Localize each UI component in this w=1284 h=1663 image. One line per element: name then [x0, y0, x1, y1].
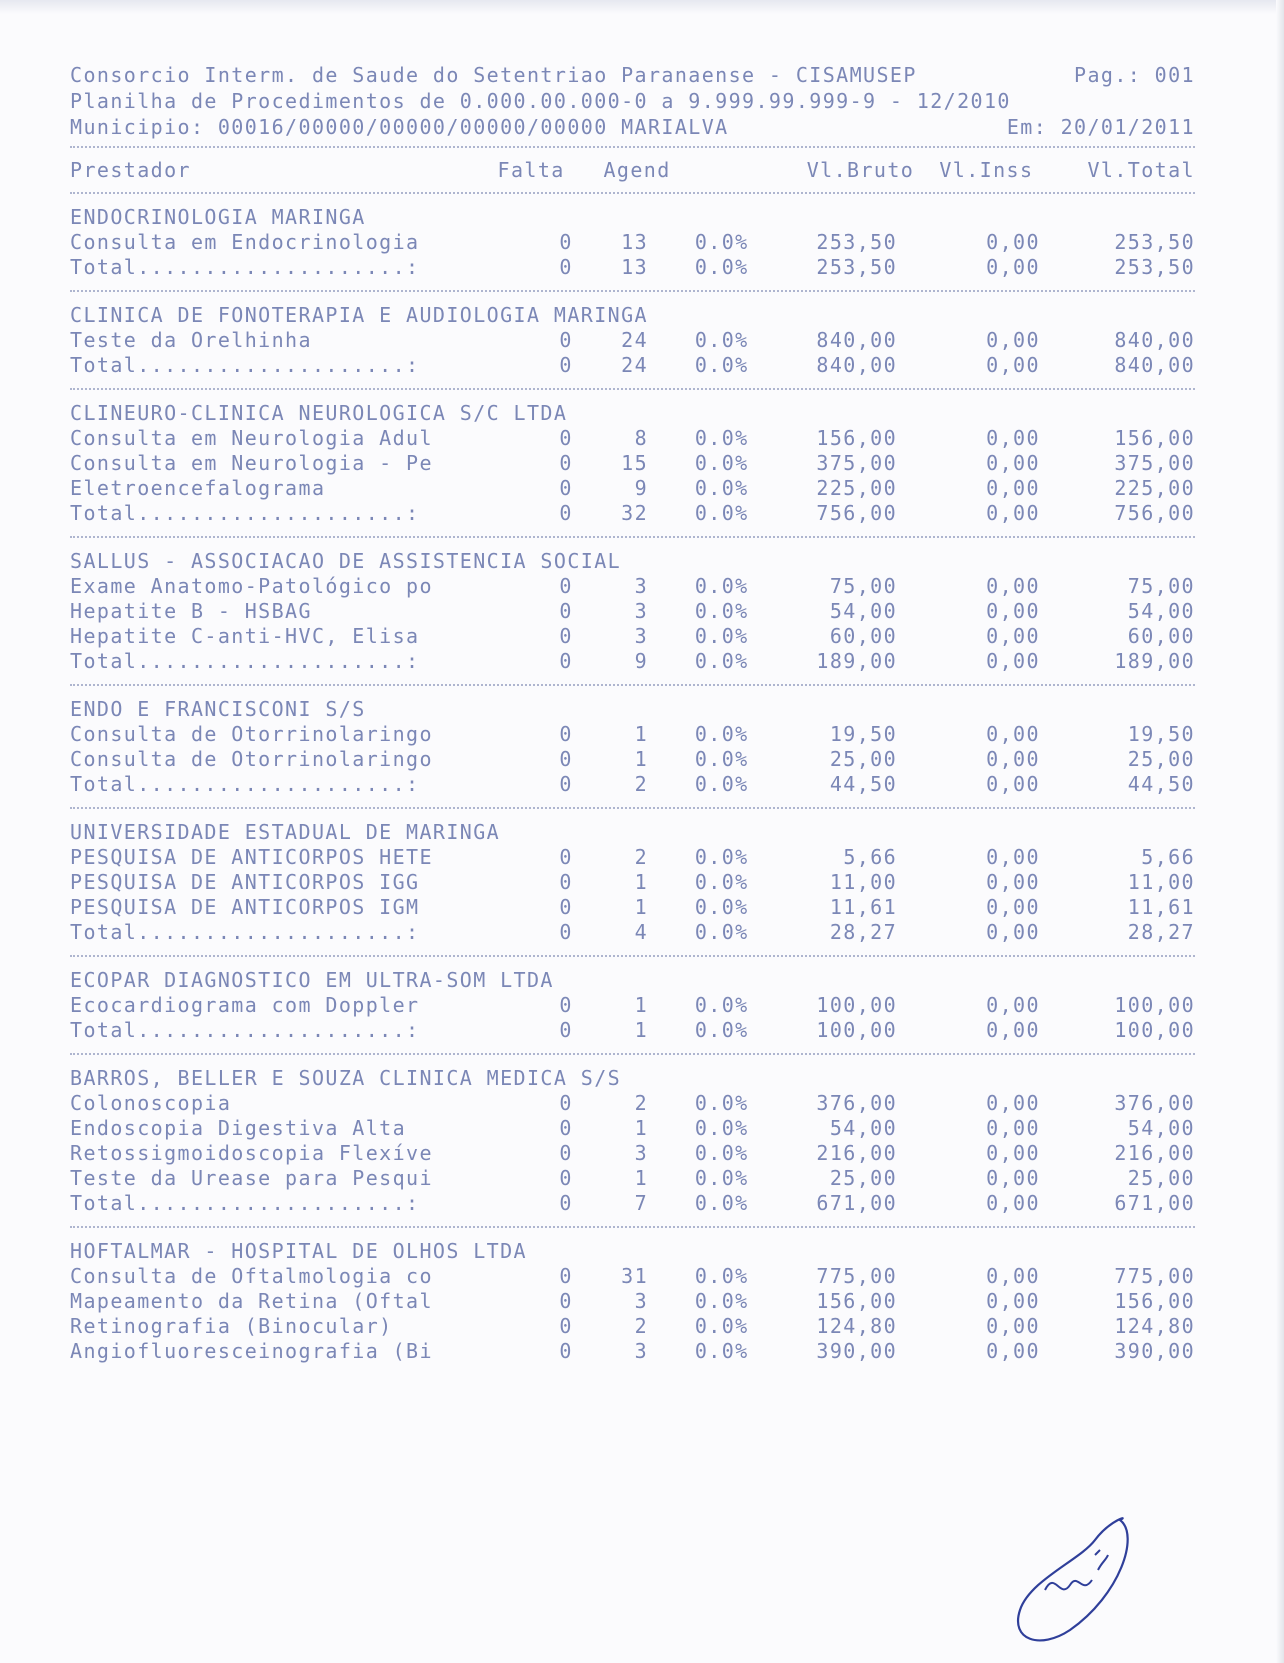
cell-falta: 0	[559, 1289, 573, 1313]
cell-total: 189,00	[1114, 649, 1196, 673]
cell-agend: 9	[634, 476, 649, 500]
cell-agend: 1	[634, 870, 649, 894]
page-number: Pag.: 001	[1074, 63, 1195, 87]
cell-name: Endoscopia Digestiva Alta	[70, 1116, 407, 1140]
cell-pct: 0.0%	[694, 1141, 749, 1165]
cell-name: Teste da Orelhinha	[70, 328, 312, 352]
cell-name: Colonoscopia	[70, 1091, 232, 1115]
cell-name: Consulta de Oftalmologia co	[70, 1264, 433, 1288]
cell-inss: 0,00	[986, 574, 1040, 598]
cell-agend: 3	[634, 624, 649, 648]
table-row	[70, 451, 1195, 476]
table-row	[70, 599, 1195, 624]
col-inss: Vl.Inss	[939, 158, 1034, 182]
cell-total: 156,00	[1114, 1289, 1196, 1313]
cell-name: Total....................:	[70, 1191, 420, 1215]
total-row	[70, 255, 1195, 280]
cell-agend: 1	[634, 895, 649, 919]
table-row	[70, 1116, 1195, 1141]
cell-name: Consulta de Otorrinolaringo	[70, 722, 433, 746]
cell-total: 840,00	[1114, 328, 1196, 352]
header-line-1	[70, 62, 1195, 88]
scan-right-edge	[1276, 0, 1284, 1663]
cell-agend: 1	[634, 1166, 649, 1190]
header-line-2	[70, 88, 1195, 114]
cell-inss: 0,00	[986, 426, 1040, 450]
total-row	[70, 920, 1195, 945]
cell-agend: 4	[634, 920, 649, 944]
cell-total: 100,00	[1114, 993, 1196, 1017]
cell-falta: 0	[559, 895, 573, 919]
cell-bruto: 100,00	[816, 993, 898, 1017]
cell-falta: 0	[559, 1116, 573, 1140]
cell-bruto: 376,00	[816, 1091, 898, 1115]
cell-bruto: 75,00	[829, 574, 898, 598]
cell-pct: 0.0%	[694, 1018, 749, 1042]
issue-date: Em: 20/01/2011	[1006, 115, 1195, 139]
provider-section	[70, 302, 1195, 378]
provider-name: SALLUS - ASSOCIACAO DE ASSISTENCIA SOCIAL	[70, 549, 622, 573]
divider	[70, 192, 1195, 194]
cell-falta: 0	[559, 1339, 573, 1363]
table-row	[70, 426, 1195, 451]
cell-bruto: 390,00	[816, 1339, 898, 1363]
cell-total: 375,00	[1114, 451, 1196, 475]
cell-pct: 0.0%	[694, 1264, 749, 1288]
cell-pct: 0.0%	[694, 1116, 749, 1140]
total-row	[70, 1018, 1195, 1043]
divider	[70, 955, 1195, 957]
cell-inss: 0,00	[986, 353, 1040, 377]
col-falta: Falta	[497, 158, 565, 182]
cell-pct: 0.0%	[694, 501, 749, 525]
cell-inss: 0,00	[986, 1264, 1040, 1288]
col-bruto: Vl.Bruto	[806, 158, 915, 182]
cell-agend: 24	[621, 328, 649, 352]
cell-bruto: 671,00	[816, 1191, 898, 1215]
cell-name: Total....................:	[70, 920, 420, 944]
cell-agend: 9	[634, 649, 649, 673]
cell-agend: 3	[634, 1141, 649, 1165]
cell-total: 44,50	[1127, 772, 1196, 796]
cell-bruto: 375,00	[816, 451, 898, 475]
procedure-report	[70, 62, 1195, 1374]
cell-pct: 0.0%	[694, 255, 749, 279]
table-row	[70, 1264, 1195, 1289]
divider	[70, 684, 1195, 686]
cell-falta: 0	[559, 772, 573, 796]
cell-total: 100,00	[1114, 1018, 1196, 1042]
cell-falta: 0	[559, 426, 573, 450]
cell-agend: 13	[621, 255, 649, 279]
table-row	[70, 993, 1195, 1018]
cell-bruto: 840,00	[816, 353, 898, 377]
provider-sections	[70, 204, 1195, 1364]
cell-pct: 0.0%	[694, 895, 749, 919]
cell-total: 376,00	[1114, 1091, 1196, 1115]
cell-inss: 0,00	[986, 1141, 1040, 1165]
report-range: Planilha de Procedimentos de 0.000.00.000-0 a 9.999.99.999-9 - 12/2010	[70, 89, 1011, 113]
cell-inss: 0,00	[986, 722, 1040, 746]
col-agend: Agend	[603, 158, 671, 182]
cell-inss: 0,00	[986, 1339, 1040, 1363]
table-row	[70, 1339, 1195, 1364]
column-header-row	[70, 148, 1195, 192]
cell-pct: 0.0%	[694, 328, 749, 352]
cell-bruto: 11,61	[829, 895, 898, 919]
cell-inss: 0,00	[986, 501, 1040, 525]
cell-agend: 32	[621, 501, 649, 525]
cell-total: 11,61	[1127, 895, 1196, 919]
cell-bruto: 44,50	[829, 772, 898, 796]
cell-pct: 0.0%	[694, 426, 749, 450]
table-row	[70, 476, 1195, 501]
cell-name: PESQUISA DE ANTICORPOS IGM	[70, 895, 420, 919]
cell-inss: 0,00	[986, 230, 1040, 254]
provider-section	[70, 204, 1195, 280]
cell-falta: 0	[559, 624, 573, 648]
cell-falta: 0	[559, 599, 573, 623]
cell-agend: 15	[621, 451, 649, 475]
header-line-3	[70, 114, 1195, 140]
cell-bruto: 100,00	[816, 1018, 898, 1042]
cell-inss: 0,00	[986, 1091, 1040, 1115]
cell-total: 253,50	[1114, 255, 1196, 279]
cell-total: 775,00	[1114, 1264, 1196, 1288]
cell-agend: 2	[634, 845, 649, 869]
provider-section	[70, 1065, 1195, 1216]
cell-inss: 0,00	[986, 747, 1040, 771]
cell-inss: 0,00	[986, 328, 1040, 352]
cell-agend: 13	[621, 230, 649, 254]
municipality: Municipio: 00016/00000/00000/00000/00000 MARIALVA	[70, 115, 729, 139]
cell-total: 11,00	[1127, 870, 1196, 894]
cell-name: Total....................:	[70, 353, 420, 377]
cell-inss: 0,00	[986, 599, 1040, 623]
cell-agend: 1	[634, 1018, 649, 1042]
cell-agend: 2	[634, 1314, 649, 1338]
cell-total: 756,00	[1114, 501, 1196, 525]
table-row	[70, 845, 1195, 870]
cell-pct: 0.0%	[694, 1289, 749, 1313]
cell-total: 60,00	[1127, 624, 1196, 648]
table-row	[70, 328, 1195, 353]
cell-inss: 0,00	[986, 1018, 1040, 1042]
table-row	[70, 1166, 1195, 1191]
cell-total: 75,00	[1127, 574, 1196, 598]
cell-total: 28,27	[1127, 920, 1196, 944]
total-row	[70, 772, 1195, 797]
cell-inss: 0,00	[986, 772, 1040, 796]
cell-bruto: 11,00	[829, 870, 898, 894]
table-row	[70, 722, 1195, 747]
cell-falta: 0	[559, 451, 573, 475]
cell-inss: 0,00	[986, 451, 1040, 475]
cell-falta: 0	[559, 1191, 573, 1215]
provider-name: UNIVERSIDADE ESTADUAL DE MARINGA	[70, 820, 501, 844]
cell-name: Total....................:	[70, 772, 420, 796]
total-row	[70, 649, 1195, 674]
cell-name: Total....................:	[70, 649, 420, 673]
cell-inss: 0,00	[986, 845, 1040, 869]
provider-name: CLINICA DE FONOTERAPIA E AUDIOLOGIA MARINGA	[70, 303, 648, 327]
cell-total: 225,00	[1114, 476, 1196, 500]
cell-agend: 3	[634, 1289, 649, 1313]
cell-falta: 0	[559, 1018, 573, 1042]
provider-name: BARROS, BELLER E SOUZA CLINICA MEDICA S/S	[70, 1066, 622, 1090]
cell-name: PESQUISA DE ANTICORPOS HETE	[70, 845, 433, 869]
cell-name: Hepatite B - HSBAG	[70, 599, 312, 623]
cell-bruto: 54,00	[829, 1116, 898, 1140]
cell-pct: 0.0%	[694, 747, 749, 771]
cell-falta: 0	[559, 230, 573, 254]
provider-section	[70, 696, 1195, 797]
cell-inss: 0,00	[986, 1314, 1040, 1338]
cell-agend: 3	[634, 599, 649, 623]
provider-section	[70, 967, 1195, 1043]
cell-name: PESQUISA DE ANTICORPOS IGG	[70, 870, 420, 894]
cell-pct: 0.0%	[694, 353, 749, 377]
table-row	[70, 1141, 1195, 1166]
cell-inss: 0,00	[986, 993, 1040, 1017]
cell-name: Retossigmoidoscopia Flexíve	[70, 1141, 433, 1165]
cell-total: 124,80	[1114, 1314, 1196, 1338]
cell-name: Total....................:	[70, 255, 420, 279]
cell-pct: 0.0%	[694, 574, 749, 598]
cell-inss: 0,00	[986, 1191, 1040, 1215]
cell-falta: 0	[559, 353, 573, 377]
cell-pct: 0.0%	[694, 599, 749, 623]
divider	[70, 807, 1195, 809]
cell-agend: 8	[634, 426, 649, 450]
cell-bruto: 5,66	[843, 845, 898, 869]
table-row	[70, 870, 1195, 895]
divider	[70, 290, 1195, 292]
provider-name: HOFTALMAR - HOSPITAL DE OLHOS LTDA	[70, 1239, 527, 1263]
cell-pct: 0.0%	[694, 870, 749, 894]
table-row	[70, 624, 1195, 649]
cell-falta: 0	[559, 328, 573, 352]
cell-inss: 0,00	[986, 1289, 1040, 1313]
cell-agend: 3	[634, 574, 649, 598]
cell-name: Exame Anatomo-Patológico po	[70, 574, 433, 598]
divider	[70, 388, 1195, 390]
cell-falta: 0	[559, 1314, 573, 1338]
cell-total: 54,00	[1127, 1116, 1196, 1140]
cell-bruto: 775,00	[816, 1264, 898, 1288]
cell-agend: 2	[634, 1091, 649, 1115]
cell-falta: 0	[559, 722, 573, 746]
cell-total: 671,00	[1114, 1191, 1196, 1215]
cell-bruto: 25,00	[829, 1166, 898, 1190]
divider	[70, 1053, 1195, 1055]
cell-pct: 0.0%	[694, 1191, 749, 1215]
cell-pct: 0.0%	[694, 772, 749, 796]
total-row	[70, 353, 1195, 378]
consortium-name: Consorcio Interm. de Saude do Setentriao Paranaense - CISAMUSEP	[70, 63, 917, 87]
cell-inss: 0,00	[986, 895, 1040, 919]
cell-pct: 0.0%	[694, 920, 749, 944]
scan-top-band	[0, 0, 1284, 14]
cell-pct: 0.0%	[694, 1091, 749, 1115]
cell-bruto: 189,00	[816, 649, 898, 673]
cell-pct: 0.0%	[694, 845, 749, 869]
cell-bruto: 54,00	[829, 599, 898, 623]
cell-falta: 0	[559, 1091, 573, 1115]
cell-bruto: 28,27	[829, 920, 898, 944]
cell-agend: 31	[621, 1264, 649, 1288]
cell-total: 54,00	[1127, 599, 1196, 623]
col-total: Vl.Total	[1087, 158, 1195, 182]
cell-total: 390,00	[1114, 1339, 1196, 1363]
cell-pct: 0.0%	[694, 993, 749, 1017]
cell-name: Mapeamento da Retina (Oftal	[70, 1289, 433, 1313]
cell-falta: 0	[559, 1141, 573, 1165]
table-row	[70, 1289, 1195, 1314]
total-row	[70, 501, 1195, 526]
col-prestador: Prestador	[70, 158, 191, 182]
cell-falta: 0	[559, 845, 573, 869]
cell-bruto: 156,00	[816, 426, 898, 450]
cell-inss: 0,00	[986, 870, 1040, 894]
cell-pct: 0.0%	[694, 1166, 749, 1190]
divider	[70, 1226, 1195, 1228]
table-row	[70, 1314, 1195, 1339]
cell-pct: 0.0%	[694, 649, 749, 673]
cell-agend: 1	[634, 1116, 649, 1140]
table-row	[70, 574, 1195, 599]
cell-falta: 0	[559, 476, 573, 500]
cell-falta: 0	[559, 255, 573, 279]
cell-falta: 0	[559, 574, 573, 598]
cell-total: 840,00	[1114, 353, 1196, 377]
table-row	[70, 747, 1195, 772]
table-row	[70, 230, 1195, 255]
cell-pct: 0.0%	[694, 624, 749, 648]
cell-total: 25,00	[1127, 1166, 1196, 1190]
cell-agend: 1	[634, 993, 649, 1017]
cell-name: Consulta em Endocrinologia	[70, 230, 420, 254]
provider-name: ENDO E FRANCISCONI S/S	[70, 697, 366, 721]
cell-falta: 0	[559, 993, 573, 1017]
cell-total: 25,00	[1127, 747, 1196, 771]
cell-inss: 0,00	[986, 476, 1040, 500]
cell-name: Total....................:	[70, 501, 420, 525]
cell-bruto: 253,50	[816, 255, 898, 279]
cell-total: 156,00	[1114, 426, 1196, 450]
cell-inss: 0,00	[986, 920, 1040, 944]
provider-section	[70, 548, 1195, 674]
cell-name: Eletroencefalograma	[70, 476, 326, 500]
table-row	[70, 895, 1195, 920]
cell-inss: 0,00	[986, 624, 1040, 648]
cell-inss: 0,00	[986, 1166, 1040, 1190]
provider-section	[70, 819, 1195, 945]
cell-total: 5,66	[1141, 845, 1196, 869]
cell-pct: 0.0%	[694, 1339, 749, 1363]
cell-name: Ecocardiograma com Doppler	[70, 993, 420, 1017]
total-row	[70, 1191, 1195, 1216]
cell-agend: 2	[634, 772, 649, 796]
cell-bruto: 253,50	[816, 230, 898, 254]
signature	[1000, 1500, 1150, 1650]
cell-pct: 0.0%	[694, 476, 749, 500]
cell-falta: 0	[559, 501, 573, 525]
cell-bruto: 756,00	[816, 501, 898, 525]
cell-inss: 0,00	[986, 255, 1040, 279]
table-row	[70, 1091, 1195, 1116]
cell-inss: 0,00	[986, 1116, 1040, 1140]
provider-name: ECOPAR DIAGNOSTICO EM ULTRA-SOM LTDA	[70, 968, 554, 992]
cell-inss: 0,00	[986, 649, 1040, 673]
cell-bruto: 60,00	[829, 624, 898, 648]
cell-pct: 0.0%	[694, 722, 749, 746]
cell-bruto: 124,80	[816, 1314, 898, 1338]
cell-falta: 0	[559, 1264, 573, 1288]
cell-falta: 0	[559, 1166, 573, 1190]
cell-name: Teste da Urease para Pesqui	[70, 1166, 433, 1190]
cell-agend: 7	[634, 1191, 649, 1215]
cell-name: Consulta em Neurologia Adul	[70, 426, 433, 450]
cell-agend: 24	[621, 353, 649, 377]
cell-agend: 1	[634, 722, 649, 746]
provider-section	[70, 400, 1195, 526]
cell-bruto: 25,00	[829, 747, 898, 771]
cell-falta: 0	[559, 747, 573, 771]
cell-bruto: 216,00	[816, 1141, 898, 1165]
cell-bruto: 840,00	[816, 328, 898, 352]
cell-agend: 1	[634, 747, 649, 771]
cell-falta: 0	[559, 649, 573, 673]
cell-name: Hepatite C-anti-HVC, Elisa	[70, 624, 420, 648]
cell-agend: 3	[634, 1339, 649, 1363]
cell-falta: 0	[559, 920, 573, 944]
divider	[70, 536, 1195, 538]
cell-name: Angiofluoresceinografia (Bi	[70, 1339, 433, 1363]
cell-name: Consulta de Otorrinolaringo	[70, 747, 433, 771]
cell-total: 253,50	[1114, 230, 1196, 254]
provider-section	[70, 1238, 1195, 1364]
cell-falta: 0	[559, 870, 573, 894]
cell-pct: 0.0%	[694, 230, 749, 254]
cell-total: 19,50	[1127, 722, 1196, 746]
cell-bruto: 156,00	[816, 1289, 898, 1313]
cell-pct: 0.0%	[694, 1314, 749, 1338]
cell-pct: 0.0%	[694, 451, 749, 475]
cell-bruto: 225,00	[816, 476, 898, 500]
cell-name: Total....................:	[70, 1018, 420, 1042]
cell-name: Consulta em Neurologia - Pe	[70, 451, 433, 475]
cell-total: 216,00	[1114, 1141, 1196, 1165]
cell-bruto: 19,50	[829, 722, 898, 746]
provider-name: CLINEURO-CLINICA NEUROLOGICA S/C LTDA	[70, 401, 568, 425]
provider-name: ENDOCRINOLOGIA MARINGA	[70, 205, 366, 229]
cell-name: Retinografia (Binocular)	[70, 1314, 393, 1338]
